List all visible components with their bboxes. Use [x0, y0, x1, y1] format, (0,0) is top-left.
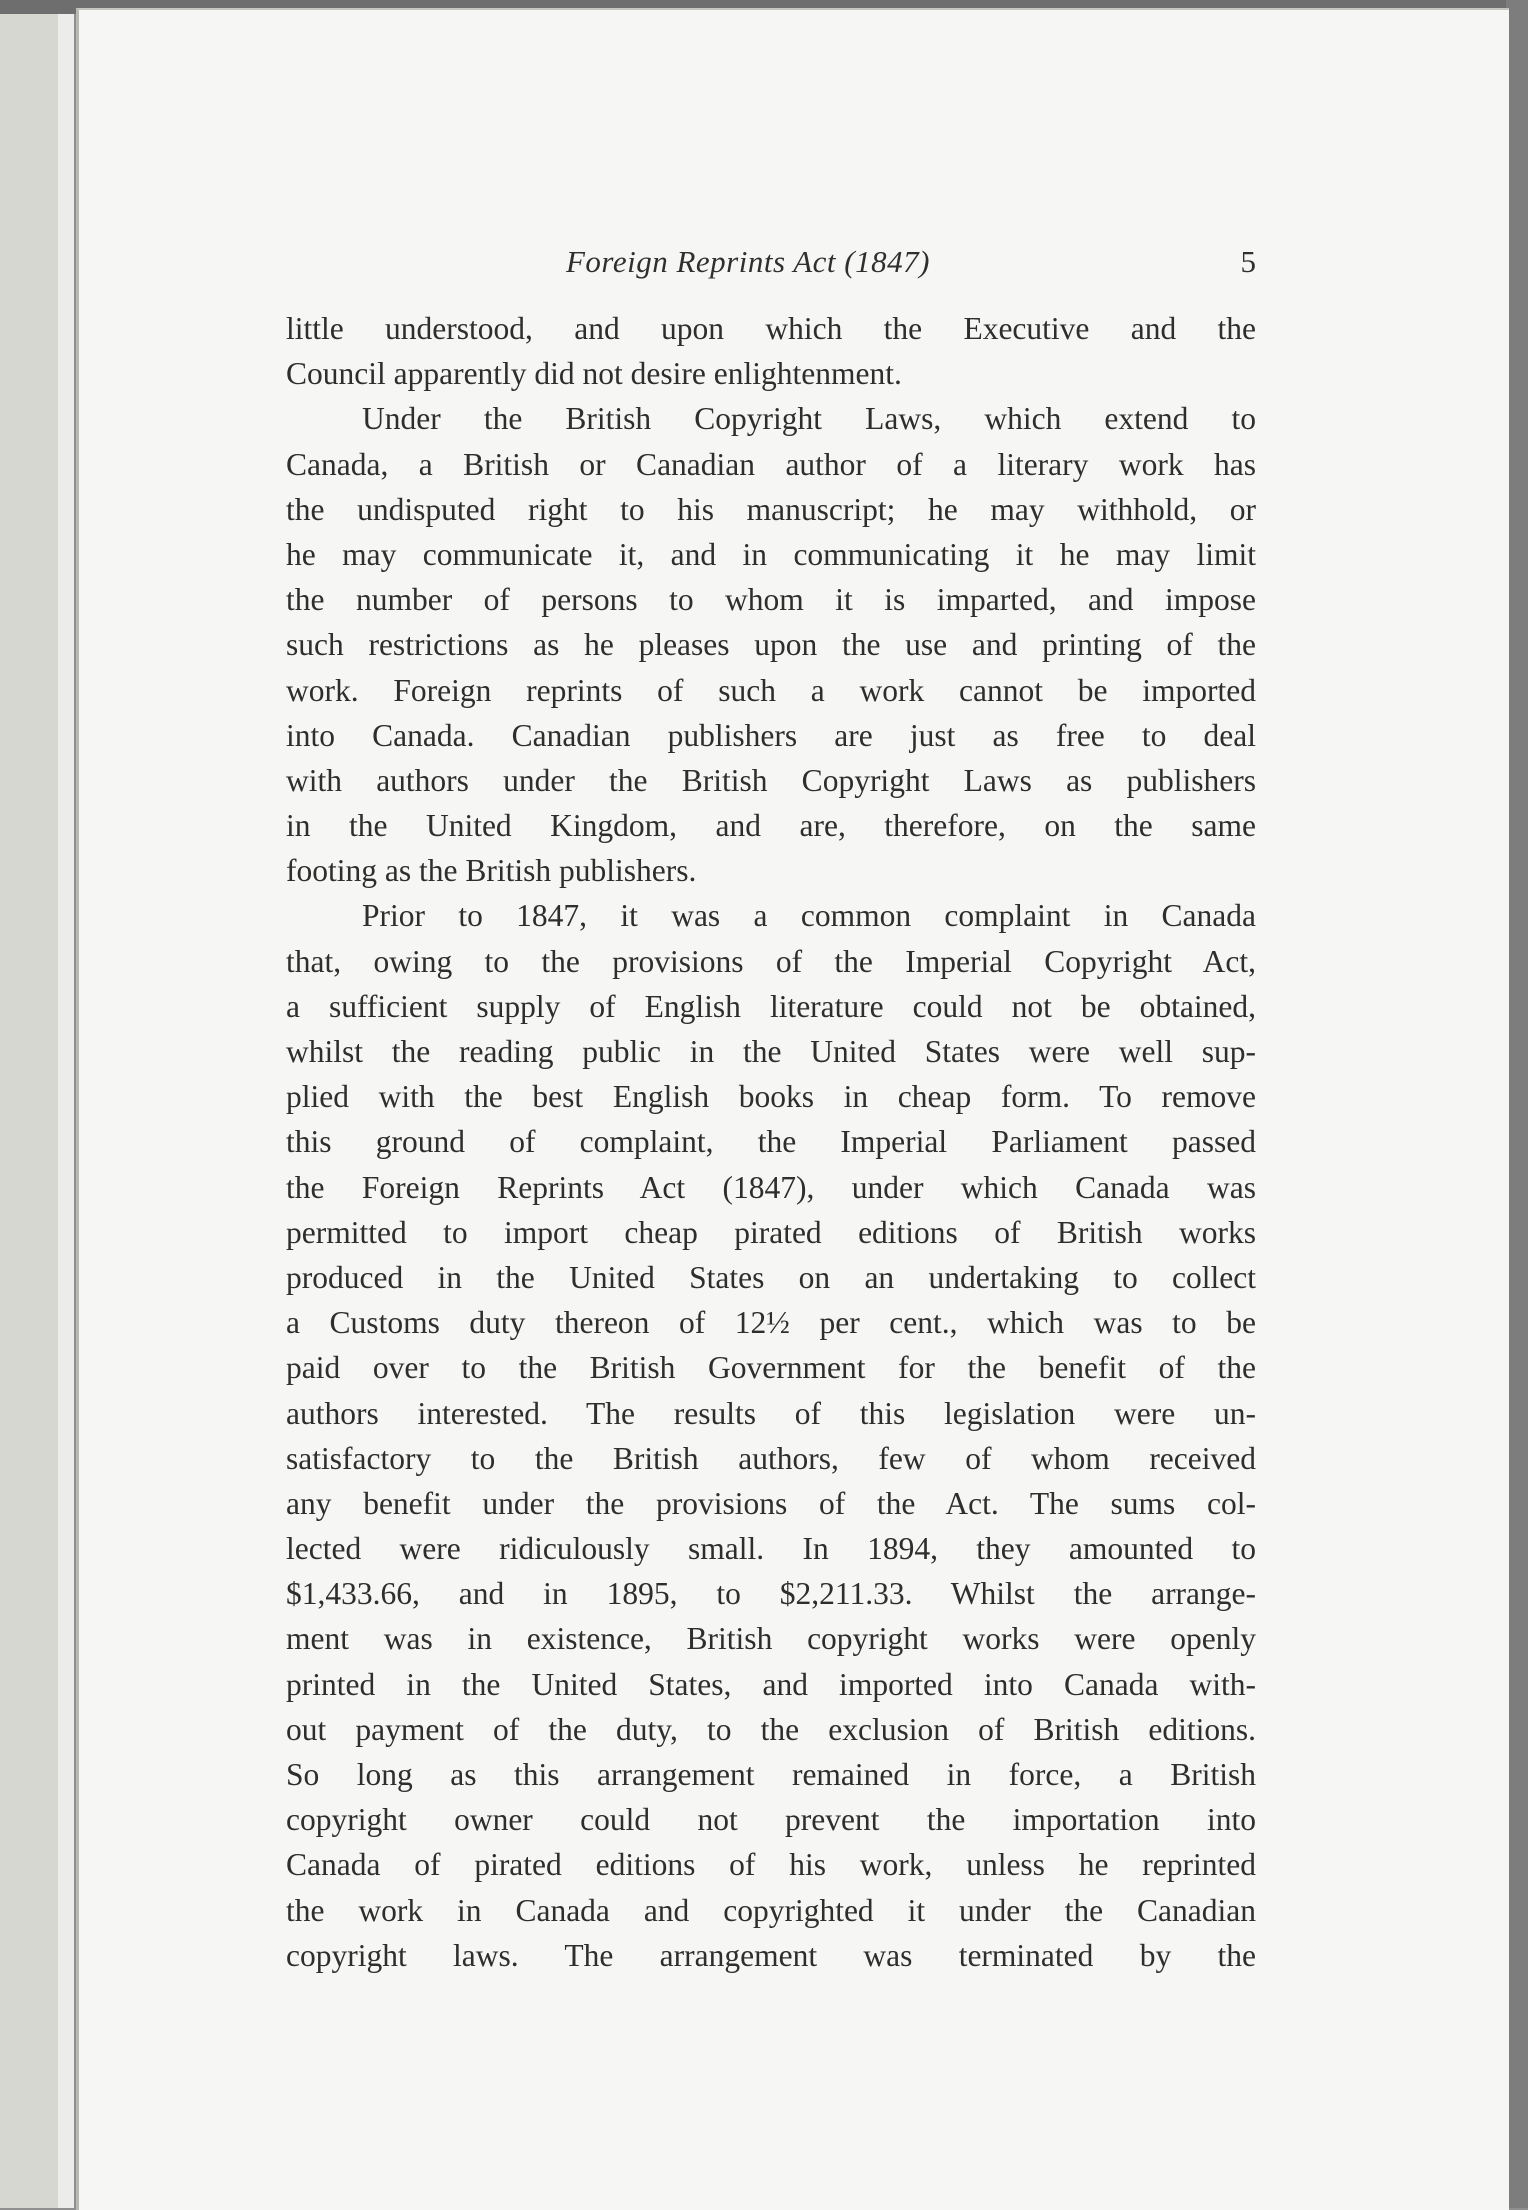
text-line: Under the British Copyright Laws, which extend to [362, 401, 1256, 437]
text-line: he may communicate it, and in communicating it he may limit [286, 536, 1256, 572]
text-line: in the United Kingdom, and are, therefore, on the same [286, 808, 1256, 844]
text-line: printed in the United States, and imported into Canada with- [286, 1666, 1256, 1702]
text-line: little understood, and upon which the Executive and the [286, 311, 1256, 346]
text-line: footing as the British publishers. [286, 853, 697, 889]
text-line: authors interested. The results of this legislation were un- [286, 1395, 1256, 1431]
running-head [286, 244, 1256, 284]
text-line: out payment of the duty, to the exclusion of British editions. [286, 1711, 1256, 1747]
text-line: permitted to import cheap pirated editions of British works [286, 1214, 1256, 1250]
text-line: ment was in existence, British copyright works were openly [286, 1621, 1256, 1657]
body-text [286, 306, 1256, 1978]
text-line: the undisputed right to his manuscript; he may withhold, or [286, 491, 1256, 527]
text-line: copyright laws. The arrangement was terminated by the [286, 1937, 1256, 1973]
text-line: So long as this arrangement remained in force, a British [286, 1757, 1256, 1792]
text-line: $1,433.66, and in 1895, to $2,211.33. Whilst the arrange- [286, 1576, 1256, 1612]
text-line: plied with the best English books in cheap form. To remove [286, 1079, 1256, 1115]
text-line: the number of persons to whom it is imparted, and impose [286, 582, 1256, 618]
text-line: such restrictions as he pleases upon the use and printing of the [286, 627, 1256, 663]
text-line: into Canada. Canadian publishers are just as free to deal [286, 717, 1256, 753]
text-line: whilst the reading public in the United States were well sup- [286, 1034, 1256, 1069]
text-line: the Foreign Reprints Act (1847), under which Canada was [286, 1169, 1256, 1205]
text-line: Canada, a British or Canadian author of a literary work has [286, 446, 1256, 482]
text-line: Council apparently did not desire enlightenment. [286, 356, 902, 392]
text-line: that, owing to the provisions of the Imperial Copyright Act, [286, 943, 1256, 979]
text-line: the work in Canada and copyrighted it under the Canadian [286, 1892, 1256, 1928]
text-line: with authors under the British Copyright Laws as publishers [286, 762, 1256, 798]
text-line: produced in the United States on an undertaking to collect [286, 1259, 1256, 1295]
page-gutter [58, 14, 74, 2208]
text-line: Canada of pirated editions of his work, unless he reprinted [286, 1847, 1256, 1883]
text-line: lected were ridiculously small. In 1894, they amounted to [286, 1531, 1256, 1567]
text-line: a Customs duty thereon of 12½ per cent., which was to be [286, 1305, 1256, 1341]
text-line: this ground of complaint, the Imperial Parliament passed [286, 1124, 1256, 1160]
text-line: satisfactory to the British authors, few of whom received [286, 1440, 1256, 1476]
running-head-title: Foreign Reprints Act (1847) [566, 244, 930, 279]
text-line: a sufficient supply of English literature could not be obtained, [286, 988, 1256, 1024]
text-line: copyright owner could not prevent the importation into [286, 1802, 1256, 1838]
text-line: work. Foreign reprints of such a work cannot be imported [286, 672, 1256, 708]
text-line: Prior to 1847, it was a common complaint in Canada [362, 898, 1256, 934]
page-number: 5 [1240, 244, 1256, 279]
scan-right-border [1506, 0, 1528, 2208]
text-line: any benefit under the provisions of the Act. The sums col- [286, 1485, 1256, 1521]
text-line: paid over to the British Government for the benefit of the [286, 1350, 1256, 1386]
